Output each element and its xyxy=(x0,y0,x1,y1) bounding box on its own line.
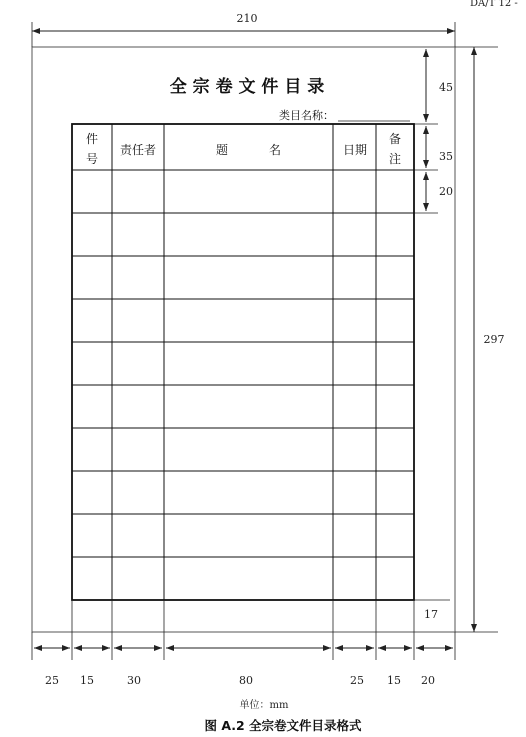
col-width-label: 30 xyxy=(127,674,141,687)
col-width-label: 15 xyxy=(80,674,94,687)
top-margin-label: 45 xyxy=(439,81,453,94)
col-width-label: 25 xyxy=(350,674,364,687)
column-extension-lines xyxy=(32,600,455,660)
column-header-remarks-bottom: 注 xyxy=(388,152,402,166)
header-reference: DA/T 12 - xyxy=(470,0,518,9)
figure-caption: 图 A.2 全宗卷文件目录格式 xyxy=(204,718,362,733)
bottom-margin-label: 17 xyxy=(424,608,438,621)
column-header-number-top: 件 xyxy=(85,132,99,146)
table-border xyxy=(72,124,414,600)
sheet-title: 全 宗 卷 文 件 目 录 xyxy=(169,77,325,97)
category-label: 类目名称： xyxy=(279,109,334,122)
body-row-label: 20 xyxy=(439,185,453,198)
column-header-responsible: 责任者 xyxy=(119,143,157,157)
col-width-label: 15 xyxy=(387,674,401,687)
column-header-title-left: 题 xyxy=(215,143,229,157)
col-width-label: 25 xyxy=(45,674,59,687)
header-row-label: 35 xyxy=(439,150,453,163)
column-header-number-bottom: 号 xyxy=(85,152,99,166)
column-header-title-right: 名 xyxy=(268,143,282,157)
column-header-date: 日期 xyxy=(342,143,368,157)
page-width-label: 210 xyxy=(236,12,258,25)
col-width-label: 20 xyxy=(421,674,435,687)
col-width-label: 80 xyxy=(239,674,253,687)
column-header-remarks-top: 备 xyxy=(388,132,402,146)
unit-note: 单位：mm xyxy=(239,700,289,711)
catalog-table xyxy=(72,124,414,600)
page-height-label: 297 xyxy=(483,333,505,346)
